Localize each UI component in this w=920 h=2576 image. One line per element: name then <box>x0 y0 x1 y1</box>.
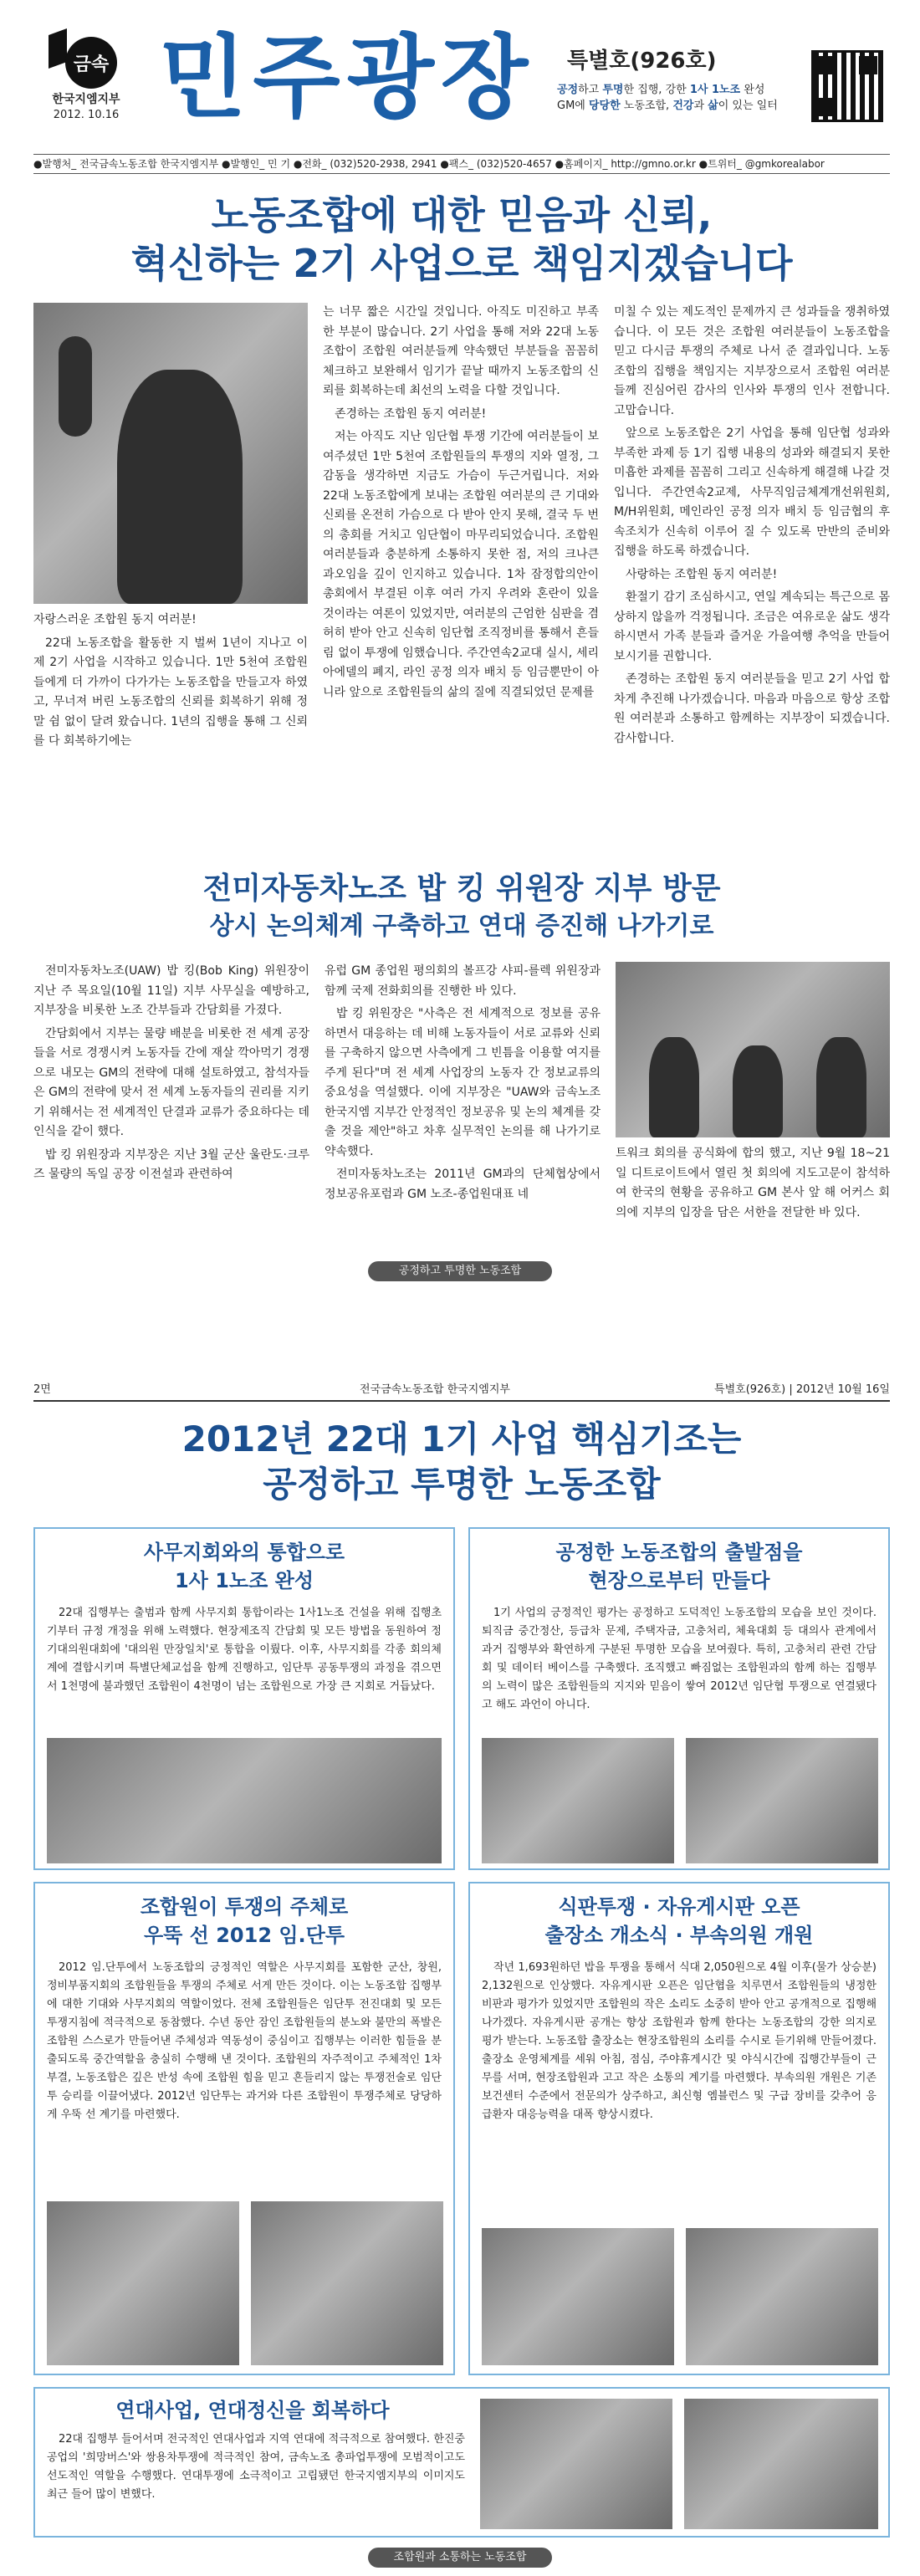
box2-photo-a <box>482 1738 674 1863</box>
box4-photo-a <box>482 2228 674 2365</box>
box3-text: 2012 임.단투에서 노동조합의 긍정적인 역할은 사무지회를 포함한 군산, 창원, 정비부품지회의 조합원들을 투쟁의 주체로 서게 만든 것이다. 이는 노동조합 집행부에 대한 기대와 사무지회의 역할이었다. 전체 조합원들은 임단투 전진대회 및 모든 투쟁지침에 적극적으로 동참했다. 수년 동안 잠인 조합원들의 분노와 불만의 폭발은 조합원 스스로가 만들어낸 주체성과 역동성이 중심이고 집행부는 이러한 힘들을 분출되도록 중간역할을 충실히 수행해 낸 것이다. 조합원의 자주적이고 주체적인 1차 부결, 노동조합은 깊은 반성 속에 조합원 힘을 믿고 흔들리지 않는 투쟁전술로 임단투 승리를 이끌어냈다. 2012년 임단투는 과거와 다른 조합원이 투쟁주체로 당당하게 우뚝 선 계기를 마련했다. <box>47 1961 442 2121</box>
box3-title-line2: 우뚝 선 2012 임.단투 <box>143 1924 345 1947</box>
box-struggle-subject <box>33 1882 455 2375</box>
box3-photo-b <box>251 2201 443 2365</box>
article2-subhead: 상시 논의체계 구축하고 연대 증진해 나가기로 <box>209 912 714 941</box>
page2-headline-line1: 2012년 22대 1기 사업 핵심기조는 <box>181 1418 742 1459</box>
slogan-line-2: GM에 당당한 노동조합, 건강과 삶이 있는 일터 <box>557 100 778 112</box>
box5-photo-b <box>684 2399 878 2529</box>
issue-label: 특별호(926호) <box>567 49 717 74</box>
page-number: 2면 <box>33 1383 51 1396</box>
page1-footer-caption: 공정하고 투명한 노동조합 <box>368 1261 552 1281</box>
article1-headline-line1: 노동조합에 대한 믿음과 신뢰, <box>211 192 713 238</box>
branch-name: 한국지엠지부 <box>52 93 120 106</box>
article1-headline-line2: 혁신하는 2기 사업으로 책임지겠습니다 <box>130 241 793 286</box>
qr-code-icon[interactable] <box>811 50 883 122</box>
box4-title-line1: 식판투쟁 · 자유게시판 오픈 <box>558 1895 800 1919</box>
page2-issue-date: 특별호(926호) | 2012년 10월 16일 <box>714 1383 890 1396</box>
article1-column-3: 미칠 수 있는 제도적인 문제까지 큰 성과들을 쟁취하였습니다. 이 모든 것은 조합원 여러분들이 노동조합을 믿고 다시금 투쟁의 주체로 나서 준 결과입니다. 노동조합의 집행을 책임지는 지부장으로서 조합원 여러분들께 진심어린 감사의 인사와 투쟁의 인사 전합니다. 고맙습니다. 앞으로 노동조합은 2기 사업을 통해 임단협 성과와 부족한 과제 등 1기 집행 내용의 성과와 해결되지 못한 미흡한 과제를 꼼꼼히 그리고 신속하게 해결해 나갈 것입니다. 주간연속2교제, 사무직임금체계개선위원회, M/H위원회, 메인라인 공정 의자 배치 등 임금협의 후속조치가 신속히 이루어 질 수 있도록 만반의 준비와 집행을 하도록 하겠습니다. 사랑하는 조합원 동지 여러분! 환절기 감기 조심하시고, 연일 계속되는 특근으로 몸 상하지 않을까 걱정됩니다. 조금은 여유로운 삶도 생각하시면서 가족 분들과 즐거운 가을여행 추억을 만들어 보시기를 권합니다. 존경하는 조합원 동지 여러분들을 믿고 2기 사업 합차게 추진해 나가겠습니다. 마음과 마음으로 항상 조합원 여러분과 소통하고 함께하는 지부장이 되겠습니다. 감사합니다. <box>614 305 890 745</box>
box4-title-line2: 출장소 개소식 · 부속의원 개원 <box>544 1924 814 1947</box>
article2-headline: 전미자동차노조 밥 킹 위원장 지부 방문 <box>202 871 721 906</box>
rally-photo <box>33 303 308 604</box>
box-cafeteria-board <box>468 1882 890 2375</box>
meeting-photo <box>616 962 890 1137</box>
page2-headline-line2: 공정하고 투명한 노동조합 <box>263 1464 661 1505</box>
box3-title-line1: 조합원이 투쟁의 주체로 <box>140 1895 349 1919</box>
logo-badge: 금속 <box>65 37 117 89</box>
box-fair-union <box>468 1527 890 1870</box>
box3-photo-a <box>47 2201 239 2365</box>
newspaper-title: 민주광장 <box>159 26 535 130</box>
article2-column-2: 유럽 GM 종업원 평의회의 볼프강 샤피-를렉 위원장과 함께 국제 전화회의를 진행한 바 있다. 밥 킹 위원장은 "사측은 전 세계적으로 정보를 공유하면서 대응하는 데 비해 노동자들이 서로 교류와 신뢰를 구축하지 않으면 사측에게 그 빈틈을 이용할 여지를 주게 된다"며 전 세계 사업장의 노동자 간 정보교류의 중요성을 역설했다. 이에 지부장은 "UAW와 금속노조 한국지엠 지부간 안정적인 정보공유 및 논의 체계를 갖출 것을 제안"하고 차후 실무적인 논의를 해 나가기로 약속했다. 전미자동차노조는 2011년 GM과의 단체협상에서 정보공유포럼과 GM 노조-종업원대표 네 <box>325 964 601 1201</box>
masthead <box>33 17 890 149</box>
page2-union-name: 전국금속노동조합 한국지엠지부 <box>360 1383 510 1396</box>
box5-title: 연대사업, 연대정신을 회복하다 <box>115 2399 390 2422</box>
box-office-union <box>33 1527 455 1870</box>
box1-photo <box>47 1738 442 1863</box>
box1-title-line1: 사무지회와의 통합으로 <box>143 1541 345 1564</box>
box2-title-line1: 공정한 노동조합의 출발점을 <box>555 1541 803 1564</box>
contact-bar: ●발행처_ 전국금속노동조합 한국지엠지부 ●발행인_ 민 기 ●전화_ (032)520-2938, 2941 ●팩스_ (032)520-4657 ●홈페이지_ http://gmno.or.kr ●트위터_ @gmkorealabor <box>33 154 890 174</box>
article2-column-1: 전미자동차노조(UAW) 밥 킹(Bob King) 위원장이 지난 주 목요일(10월 11일) 지부 사무실을 예방하고, 지부장을 비롯한 노조 간부들과 간담회를 가졌다. 간담회에서 지부는 물량 배분을 비롯한 전 세계 공장들을 서로 경쟁시켜 노동자들 간에 재살 깍아먹기 경쟁으로 내모는 GM의 전략에 대해 설토하였고, 참석자들은 GM의 전략에 맞서 전 세계 노동자들의 권리를 지키기 위해서는 전 세계적인 단결과 교류가 중요하다는 데 인식을 같이 했다. 밥 킹 위원장과 지부장은 지난 3월 군산 울란도·크루즈 물량의 독일 공장 이전설과 관련하여 <box>33 964 309 1181</box>
box-solidarity <box>33 2387 890 2538</box>
box2-title-line2: 현장으로부터 만들다 <box>588 1569 770 1592</box>
article1-column-1: 자랑스러운 조합원 동지 여러분! 22대 노동조합을 활동한 지 벌써 1년이 지나고 이제 2기 사업을 시작하고 있습니다. 1만 5천여 조합원들에게 더 가까이 다가가는 노동조합을 만들고자 하였고, 무너져 버린 노동조합의 신뢰를 회복하기 위해 정말 쉼 없이 달려 왔습니다. 1년의 집행을 통해 그 신뢰를 다 회복하기에는 <box>33 613 308 748</box>
box1-title-line2: 1사 1노조 완성 <box>174 1569 314 1592</box>
box2-text: 1기 사업의 긍정적인 평가는 공정하고 도덕적인 노동조합의 모습을 보인 것이다. 퇴직금 중간정산, 등급차 문제, 주택자금, 고충처리, 체육대회 등 대의사 관계에서 과거 집행부와 확연하게 구분된 투명한 모습을 보여줬다. 특히, 고충처리 관련 간담회 및 데이터 베이스를 구축했다. 조직했고 빠짐없는 조합원과의 함께 하는 집행부의 노력이 많은 조합원들의 지지와 믿음이 쌓여 2012년 임단협 투쟁으로 연결됐다고 해도 과언이 아니다. <box>482 1607 877 1711</box>
publication-date: 2012. 10.16 <box>53 109 120 121</box>
slogan <box>557 82 808 114</box>
box4-photo-b <box>686 2228 878 2365</box>
box5-text: 22대 집행부 들어서며 전국적인 연대사업과 지역 연대에 적극적으로 참여했다. 한진중공업의 '희망버스'와 쌍용차투쟁에 적극적인 참여, 금속노조 총파업투쟁에 모범적이고도 선도적인 역할을 수행했다. 연대투쟁에 소극적이고 고립됐던 한국지엠지부의 이미지도 최근 들어 많이 변했다. <box>47 2433 465 2501</box>
page2-header <box>33 1380 890 1402</box>
article2-column-3: 트워크 회의를 공식화에 합의 했고, 지난 9월 18~21일 디트로이트에서 열린 첫 회의에 지도고문이 참석하여 한국의 현황을 공유하고 GM 본사 앞 해 어커스 회의에 지부의 입장을 담은 서한을 전달한 바 있다. <box>616 1147 890 1219</box>
box1-text: 22대 집행부는 출범과 함께 사무지회 통합이라는 1사1노조 건설을 위해 집행초기부터 규정 개정을 위해 노력했다. 현장제조직 간담회 및 모든 방법을 동원하여 정기대의원대회에 '대의원 만장일치'로 통합을 이뤘다. 이후, 사무지회를 각종 회의체계에 결합시키며 특별단체교섭을 함께 진행하고, 임단투 공동투쟁의 과정을 겪으면서 1천명에 불과했던 조합원이 4천명이 넘는 조합원으로 가장 큰 지회로 거듭났다. <box>47 1607 442 1693</box>
flag-icon <box>49 28 67 69</box>
page2-footer-caption: 조합원과 소통하는 노동조합 <box>368 2548 552 2568</box>
article1-column-2: 는 너무 짧은 시간일 것입니다. 아직도 미진하고 부족한 부분이 많습니다. 2기 사업을 통해 저와 22대 노동조합이 조합원 여러분들께 약속했던 부분들을 꼼꼼히 체크하고 보완해서 임기가 끝날 때까지 노동조합의 신뢰를 회복하는데 최선의 노력을 다할 것입니다. 존경하는 조합원 동지 여러분! 저는 아직도 지난 임단협 투쟁 기간에 여러분들이 보여주셨던 1만 5천여 조합원들의 투쟁의 지와 열정, 그 감동을 생각하면 지금도 가슴이 두근거립니다. 저와 22대 노동조합에게 보내는 조합원 여러분의 큰 기대와 신뢰를 온전히 가슴으로 다 받아 안지 못해, 결국 두 번의 총회를 거치고 임단협이 마무리되었습니다. 조합원 여러분들과 충분하게 소통하지 못한 점, 저의 크나큰 과오임을 깊이 인지하고 있습니다. 1차 잠정합의안이 총회에서 부결된 이후 여러 가지 우려와 혼란이 있을 것이라는 여론이 있었지만, 여러분의 근엄한 심판을 겸허히 받아 안고 신속히 임단협 조직정비를 통해서 흔들림 없이 투쟁에 임했습니다. 주간연속2교대 실시, 세리아에델의 폐지, 라인 공정 의자 배치 등 임금뿐만이 아니라 앞으로 조합원들의 삶의 질에 직결되었던 문제를 <box>323 305 599 699</box>
box5-photo-a <box>480 2399 672 2529</box>
box2-photo-b <box>686 1738 878 1863</box>
box4-text: 작년 1,693원하던 밥을 투쟁을 통해서 식대 2,050원으로 4월 이후(물가 상승분) 2,132원으로 인상했다. 자유게시판 오픈은 임단협을 치루면서 조합원들의 냉정한 비판과 평가가 있었지만 조합원의 작은 소리도 소중히 받아 안고 공개적으로 집행해 나가겠다. 자유게시판 공개는 향상 조합원과 함께 한다는 노동조합의 강한 의지로 평가 받는다. 노동조합 출장소는 현장조합원의 소리를 수시로 듣기위해 만들어졌다. 출장소 운영체계를 세워 아침, 점심, 주야휴게시간 및 야식시간에 집행간부들이 근무를 서며, 현장조합원과 고고 작은 소통의 계기를 마련했다. 부속의원 개원은 기존 보건센터 수준에서 전문의가 상주하고, 최신형 엠블런스 및 구급 장비를 갖추어 응급환자 대응능력을 대폭 향상시켰다. <box>482 1961 877 2121</box>
slogan-line-1: 공정하고 투명한 집행, 강한 1사 1노조 완성 <box>557 84 765 96</box>
